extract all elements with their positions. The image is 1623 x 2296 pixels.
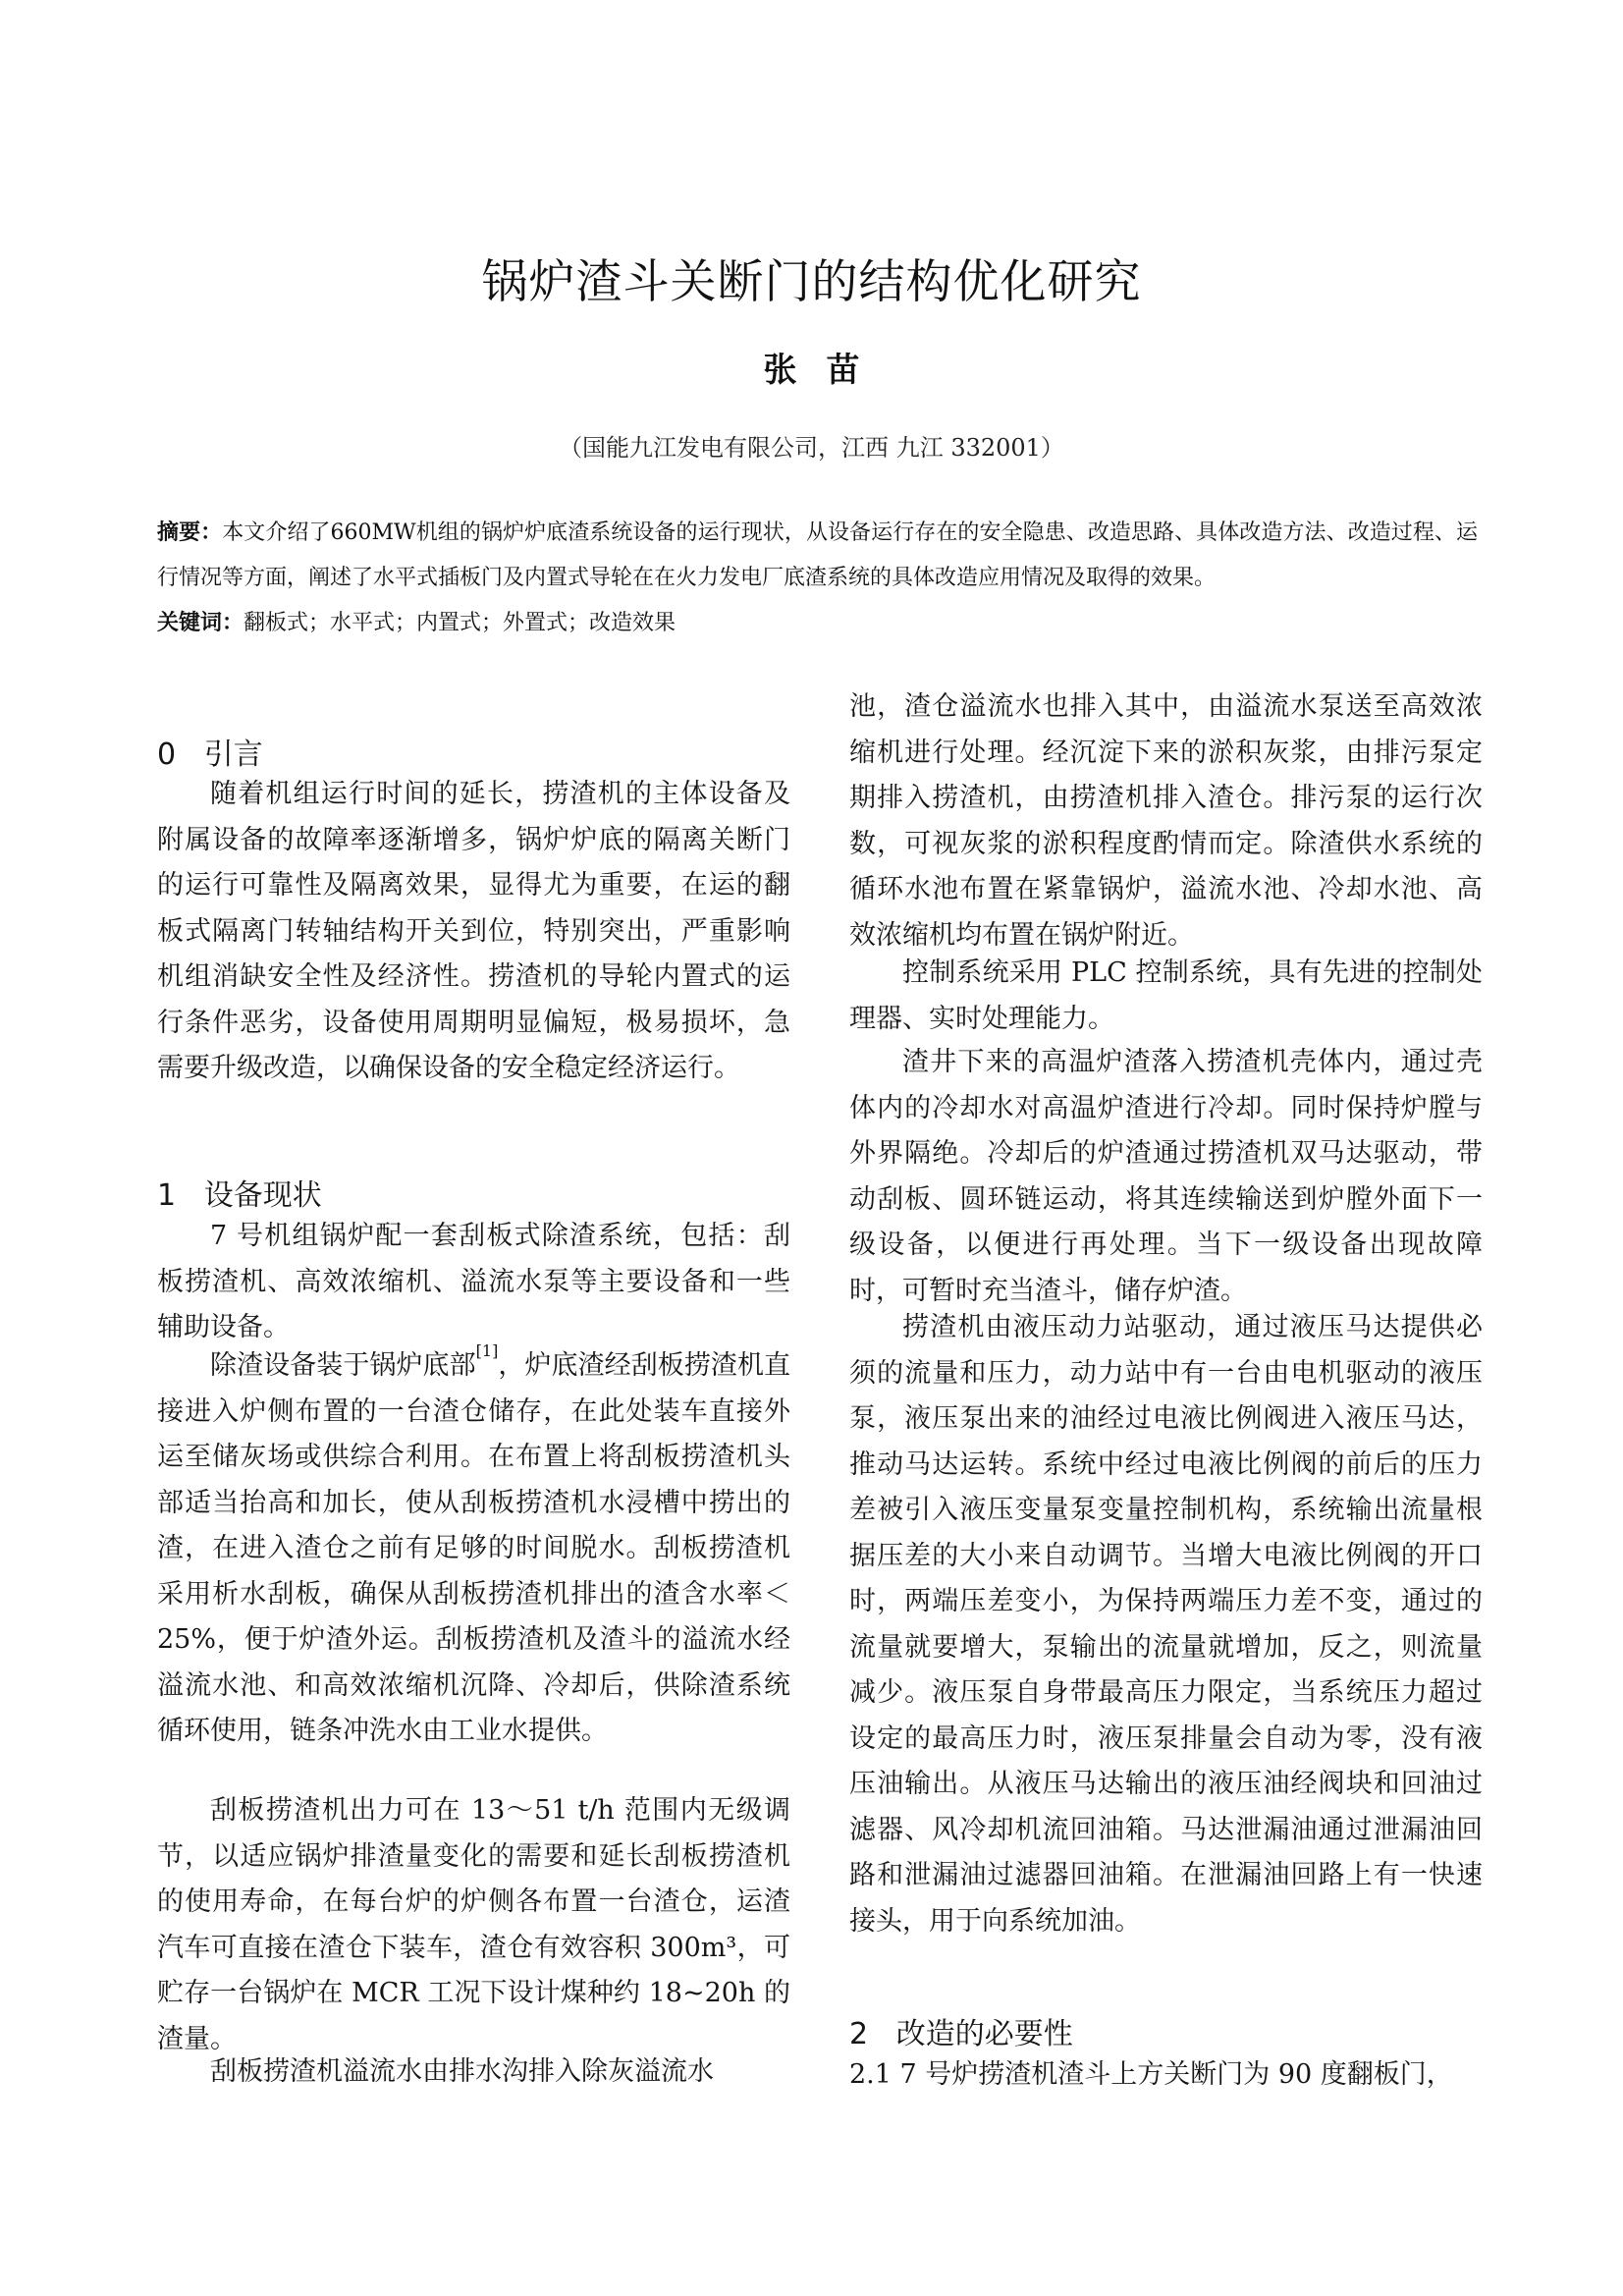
abstract-block bbox=[157, 511, 1478, 646]
paragraph-overflow-continued: 池，渣仓溢流水也排入其中，由溢流水泵送至高效浓缩机进行处理。经沉淀下来的淤积灰浆，由排污泵定期排入捞渣机，由捞渣机排入渣仓。排污泵的运行次数，可视灰浆的淤积程度酌情而定。除渣供水系统的循环水池布置在紧靠锅炉，溢流水池、冷却水池、高效浓缩机均布置在锅炉附近。 bbox=[849, 691, 1483, 951]
keywords bbox=[157, 601, 1478, 646]
paragraph-control-system: 控制系统采用 PLC 控制系统，具有先进的控制处理器、实时处理能力。 bbox=[849, 957, 1483, 1034]
section-heading-0: 0 引言 bbox=[157, 738, 263, 772]
paper-title: 锅炉渣斗关断门的结构优化研究 bbox=[481, 255, 1142, 309]
author-name: 张苗 bbox=[763, 351, 890, 390]
paragraph-slag-cooling: 渣井下来的高温炉渣落入捞渣机壳体内，通过壳体内的冷却水对高温炉渣进行冷却。同时保持炉膛与外界隔绝。冷却后的炉渣通过捞渣机双马达驱动，带动刮板、圆环链运动，将其连续输送到炉膛外面下一级设备，以便进行再处理。当下一级设备出现故障时，可暂时充当渣斗，储存炉渣。 bbox=[849, 1047, 1483, 1306]
keywords-text: 翻板式；水平式；内置式；外置式；改造效果 bbox=[243, 611, 676, 635]
paragraph-hydraulic: 捞渣机由液压动力站驱动，通过液压马达提供必须的流量和压力，动力站中有一台由电机驱动的液压泵，液压泵出来的油经过电液比例阀进入液压马达，推动马达运转。系统中经过电液比例阀的前后的压力差被引入液压变量泵变量控制机构，系统输出流量根据压差的大小来自动调节。当增大电液比例阀的开口时，两端压差变小，为保持两端压力差不变，通过的流量就要增大，泵输出的流量就增加，反之，则流量减少。液压泵自身带最高压力限定，当系统压力超过设定的最高压力时，液压泵排量会自动为零，没有液压油输出。从液压马达输出的液压油经阀块和回油过滤器、风冷却机流回油箱。马达泄漏油通过泄漏油回路和泄漏油过滤器回油箱。在泄漏油回路上有一快速接头，用于向系统加油。 bbox=[849, 1312, 1483, 1937]
paragraph-intro: 随着机组运行时间的延长，捞渣机的主体设备及附属设备的故障率逐渐增多，锅炉炉底的隔离关断门的运行可靠性及隔离效果，显得尤为重要，在运的翻板式隔离门转轴结构开关到位，特别突出，严重影响机组消缺安全性及经济性。捞渣机的导轮内置式的运行条件恶劣，设备使用周期明显偏短，极易损坏，急需要升级改造，以确保设备的安全稳定经济运行。 bbox=[157, 779, 790, 1083]
section-heading-2: 2 改造的必要性 bbox=[849, 2017, 1073, 2051]
keywords-label: 关键词： bbox=[157, 611, 244, 635]
abstract-label: 摘要： bbox=[157, 520, 223, 545]
citation-ref[interactable]: [1] bbox=[475, 1341, 499, 1360]
affiliation: （国能九江发电有限公司，江西 九江 332001） bbox=[559, 434, 1064, 462]
paragraph-slag-equipment-a: 除渣设备装于锅炉底部 bbox=[210, 1350, 476, 1381]
paragraph-slag-equipment bbox=[157, 1343, 790, 1755]
paragraph-2-1: 2.1 7 号炉捞渣机渣斗上方关断门为 90 度翻板门， bbox=[849, 2059, 1453, 2090]
paragraph-slag-equipment-b: ，炉底渣经刮板捞渣机直接进入炉侧布置的一台渣仓储存，在此处装车直接外运至储灰场或供综合利用。在布置上将刮板捞渣机头部适当抬高和加长，使从刮板捞渣机水浸槽中捞出的渣，在进入渣仓之前有足够的时间脱水。刮板捞渣机采用析水刮板，确保从刮板捞渣机排出的渣含水率＜25%，便于炉渣外运。刮板捞渣机及渣斗的溢流水经溢流水池、和高效浓缩机沉降、冷却后，供除渣系统循环使用，链条冲洗水由工业水提供。 bbox=[157, 1350, 791, 1746]
abstract-text: 本文介绍了660MW机组的锅炉炉底渣系统设备的运行现状，从设备运行存在的安全隐患、改造思路、具体改造方法、改造过程、运行情况等方面，阐述了水平式插板门及内置式导轮在在火力发电厂底渣系统的具体改造应用情况及取得的效果。 bbox=[157, 520, 1478, 590]
paragraph-overflow-water: 刮板捞渣机溢流水由排水沟排入除灰溢流水 bbox=[210, 2056, 714, 2087]
section-heading-1: 1 设备现状 bbox=[157, 1178, 322, 1213]
abstract bbox=[157, 511, 1478, 601]
paragraph-capacity: 刮板捞渣机出力可在 13～51 t/h 范围内无级调节，以适应锅炉排渣量变化的需要和延长刮板捞渣机的使用寿命，在每台炉的炉侧各布置一台渣仓，运渣汽车可直接在渣仓下装车，渣仓有效容积 300m³，可贮存一台锅炉在 MCR 工况下设计煤种约 18~20h 的渣量。 bbox=[157, 1795, 790, 2054]
paragraph-equipment-overview: 7 号机组锅炉配一套刮板式除渣系统，包括：刮板捞渣机、高效浓缩机、溢流水泵等主要设备和一些辅助设备。 bbox=[157, 1221, 790, 1342]
